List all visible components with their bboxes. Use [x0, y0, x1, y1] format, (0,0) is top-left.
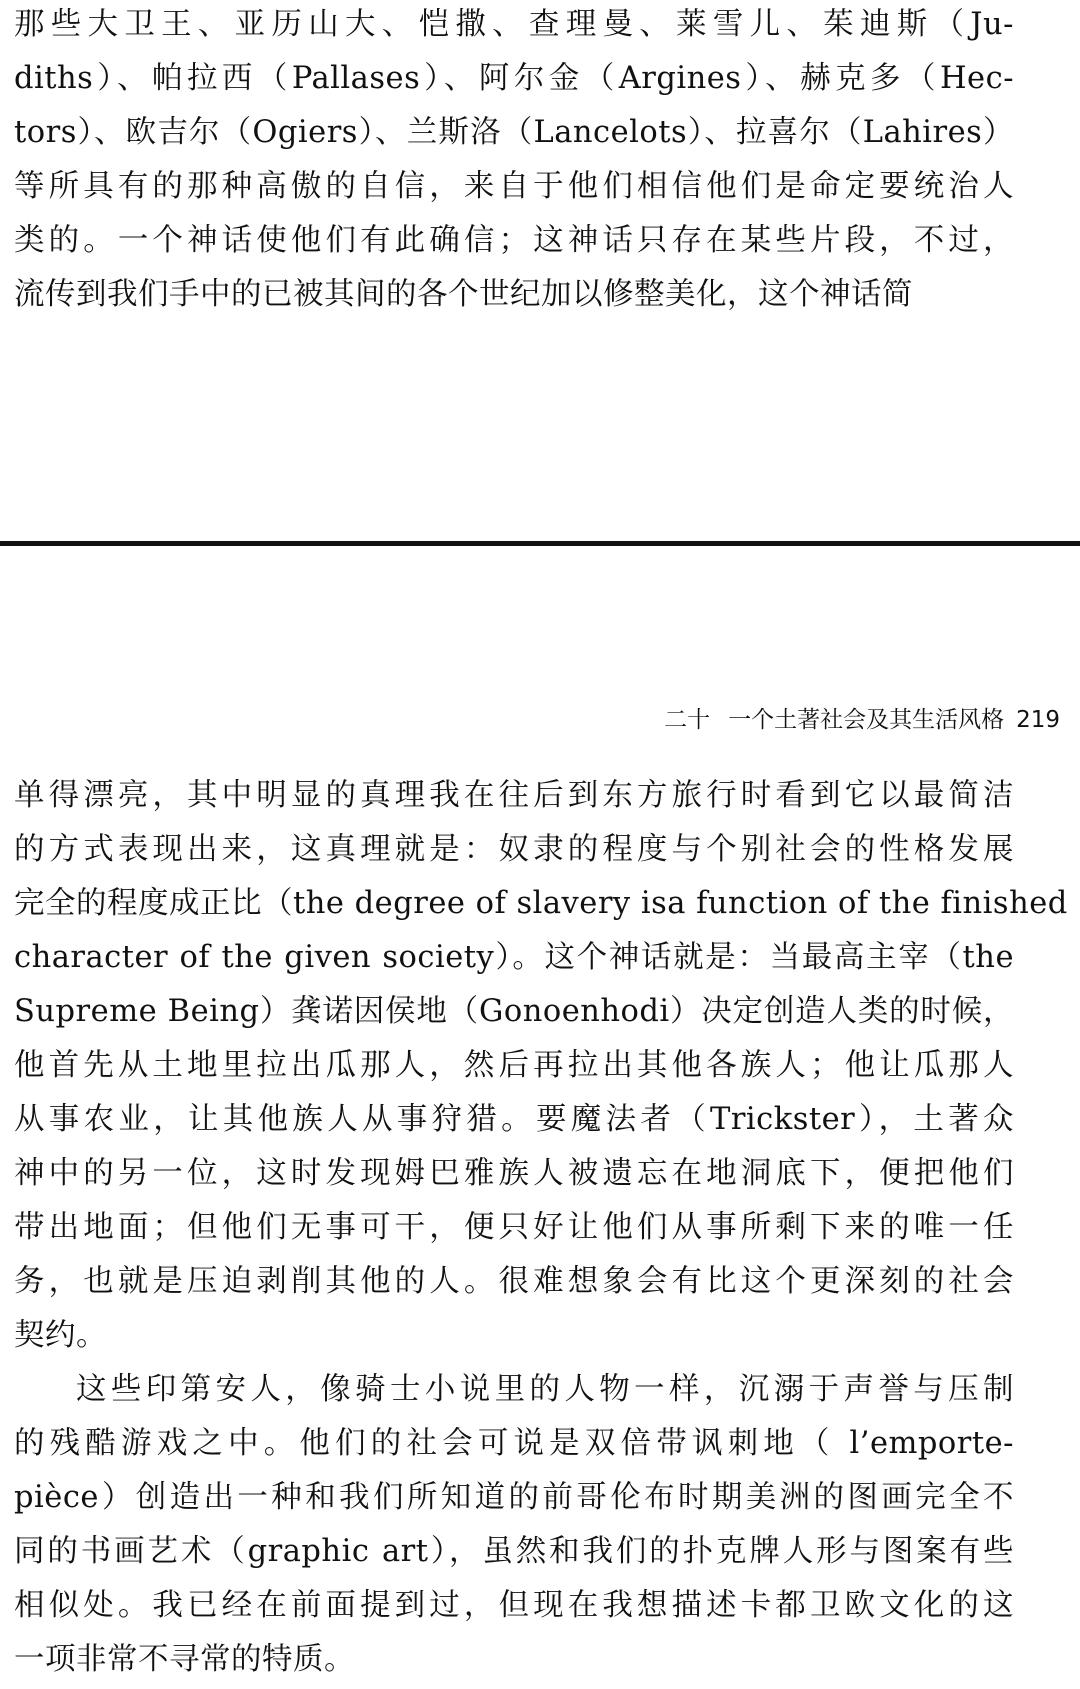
text-line: pièce）创造出一种和我们所知道的前哥伦布时期美洲的图画完全不: [14, 1480, 1014, 1515]
text-line: 从事农业，让其他族人从事狩猎。要魔法者（Trickster），土著众: [14, 1102, 1014, 1137]
text-line: 务，也就是压迫剥削其他的人。很难想象会有比这个更深刻的社会: [14, 1264, 1014, 1299]
text-line: 他首先从土地里拉出瓜那人，然后再拉出其他各族人；他让瓜那人: [14, 1048, 1014, 1083]
text-line: 一项非常不寻常的特质。: [14, 1642, 355, 1677]
text-line: 相似处。我已经在前面提到过，但现在我想描述卡都卫欧文化的这: [14, 1588, 1014, 1623]
text-line: 完全的程度成正比（the degree of slavery isa function of the finished: [14, 886, 1068, 921]
page-divider: [0, 541, 1080, 546]
text-line: 这些印第安人，像骑士小说里的人物一样，沉溺于声誉与压制: [76, 1372, 1014, 1407]
chapter-number: 二十: [664, 707, 711, 733]
text-line: 同的书画艺术（graphic art），虽然和我们的扑克牌人形与图案有些: [14, 1534, 1014, 1569]
text-line: 流传到我们手中的已被其间的各个世纪加以修整美化，这个神话简: [14, 277, 913, 312]
page-number: 219: [1016, 707, 1060, 733]
text-line: 类的。一个神话使他们有此确信；这神话只存在某些片段，不过，: [14, 223, 1014, 258]
text-line: 的残酷游戏之中。他们的社会可说是双倍带讽刺地（ l’emporte-: [14, 1426, 1014, 1461]
chapter-title: 一个土著社会及其生活风格: [728, 707, 1005, 733]
text-line: 神中的另一位，这时发现姆巴雅族人被遗忘在地洞底下，便把他们: [14, 1156, 1014, 1191]
text-line: tors）、欧吉尔（Ogiers）、兰斯洛（Lancelots）、拉喜尔（Lahires）: [14, 115, 1014, 150]
text-line: diths）、帕拉西（Pallases）、阿尔金（Argines）、赫克多（Hec-: [14, 61, 1014, 96]
text-line: 等所具有的那种高傲的自信，来自于他们相信他们是命定要统治人: [14, 169, 1014, 204]
text-line: 的方式表现出来，这真理就是：奴隶的程度与个别社会的性格发展: [14, 832, 1014, 867]
text-line: character of the given society）。这个神话就是：当最高主宰（the: [14, 940, 1014, 975]
text-line: 那些大卫王、亚历山大、恺撒、查理曼、莱雪儿、茱迪斯（Ju-: [14, 7, 1014, 42]
text-line: Supreme Being）龚诺因侯地（Gonoenhodi）决定创造人类的时候，: [14, 994, 1014, 1029]
text-line: 单得漂亮，其中明显的真理我在往后到东方旅行时看到它以最简洁: [14, 778, 1014, 813]
text-line: 契约。: [14, 1318, 107, 1353]
running-header: [664, 703, 1060, 737]
text-line: 带出地面；但他们无事可干，便只好让他们从事所剩下来的唯一任: [14, 1210, 1014, 1245]
